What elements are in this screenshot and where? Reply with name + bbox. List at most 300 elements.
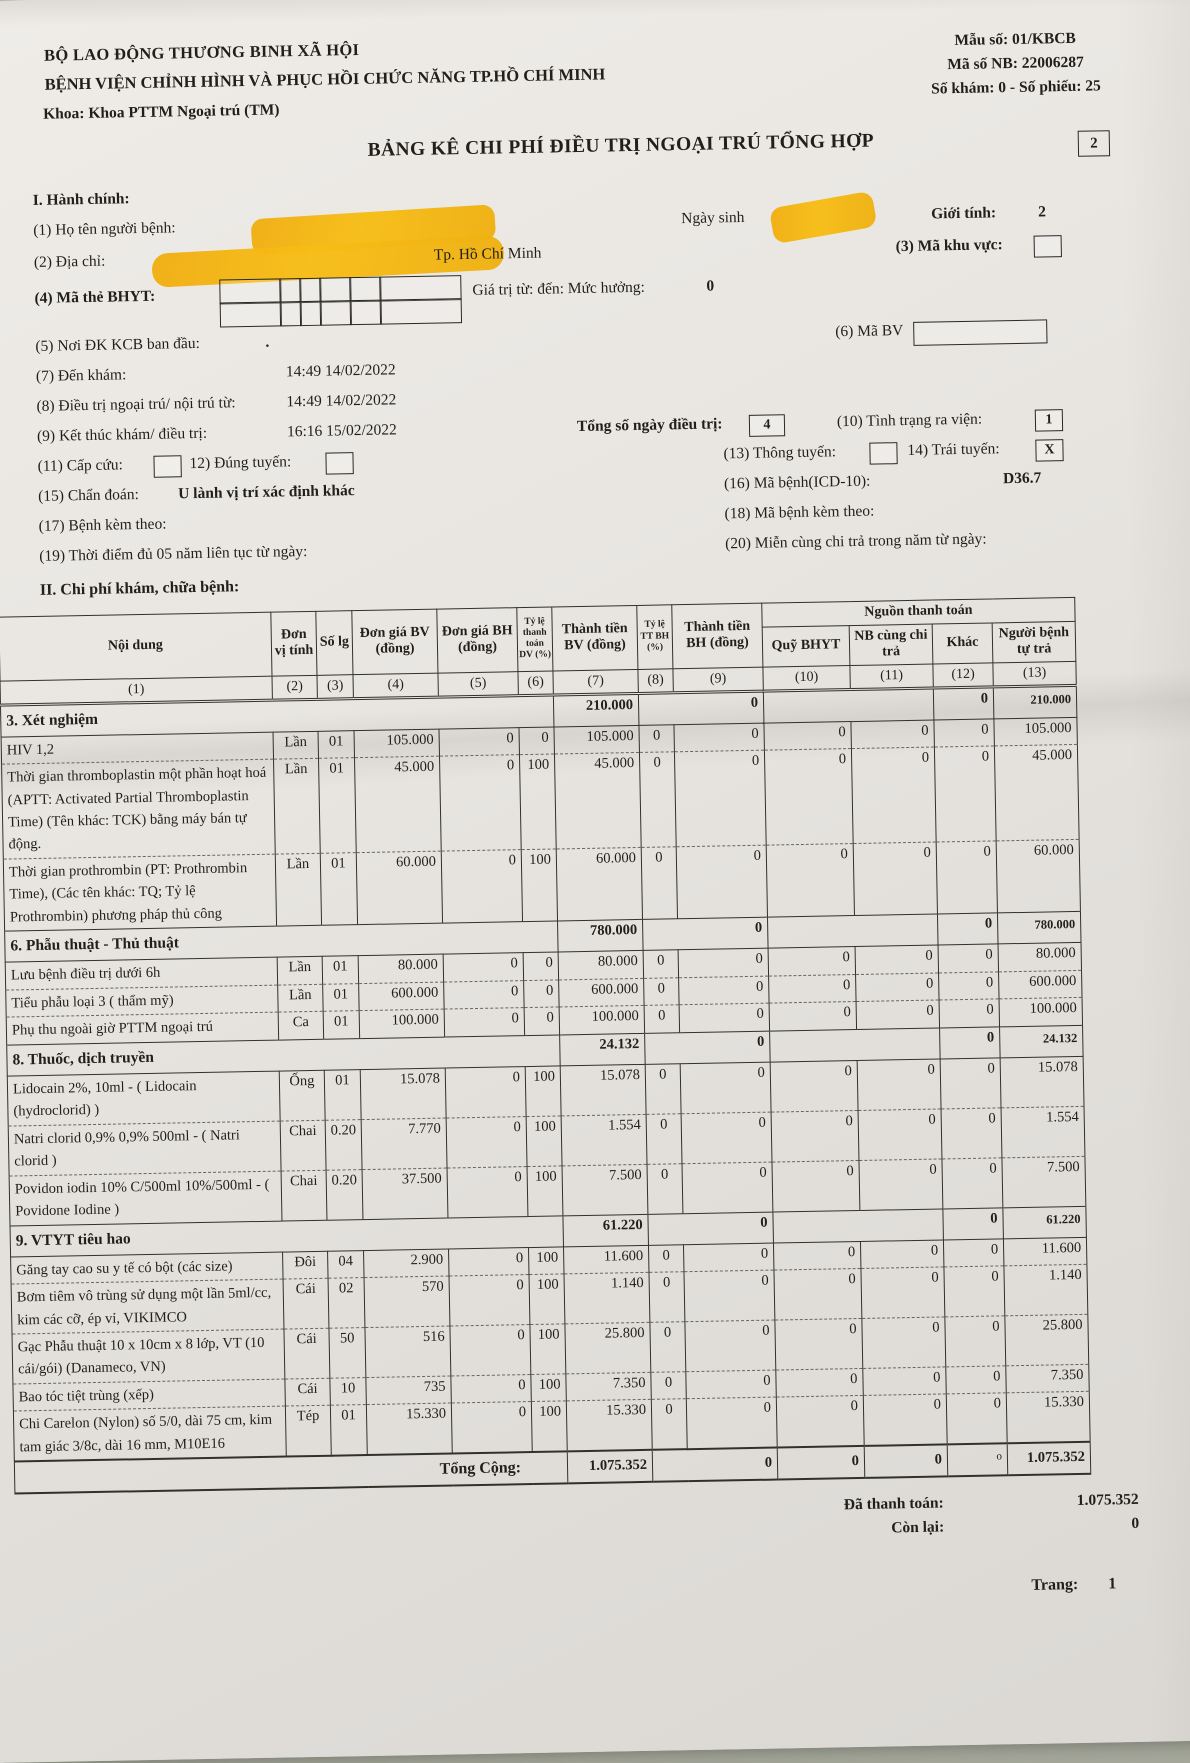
item-pct-bh: 0: [644, 978, 679, 1006]
item-amount-bv: 25.800: [565, 1322, 651, 1373]
item-pct-bh: 0: [647, 1163, 683, 1214]
section-empty: [770, 1028, 941, 1062]
emergency-label: (11) Cấp cứu:: [37, 456, 124, 475]
ministry-name: BỘ LAO ĐỘNG THƯƠNG BINH XÃ HỘI: [43, 39, 360, 65]
diagnosis-value: U lành vị trí xác định khác: [177, 482, 355, 503]
col-num: (7): [553, 669, 638, 695]
item-amount-bh: 0: [686, 1370, 776, 1399]
page-label: Trang:: [1031, 1575, 1079, 1594]
item-name: Thời gian thromboplastin một phần hoạt hoá (APTT: Activated Partial Thromboplastin Time) (Tên khác: TCK) bằng máy bán tự động.: [2, 759, 276, 859]
item-qty: 01: [320, 853, 357, 926]
item-nb-cung-chi-tra: 0: [863, 1394, 947, 1446]
item-pct-bh: 0: [639, 752, 676, 848]
col-num: (10): [763, 665, 850, 691]
diagnosis-label: (15) Chẩn đoán:: [38, 486, 140, 505]
item-pct-bh: 0: [644, 1005, 679, 1033]
discharge-status-box: 1: [1035, 409, 1063, 432]
item-amount-bv: 100.000: [559, 1006, 644, 1035]
item-unit: Cái: [283, 1278, 329, 1329]
bhyt-card-label: (4) Mã thẻ BHYT:: [34, 287, 156, 307]
item-price-bv: 516: [365, 1326, 451, 1377]
col-header-noidung: Nội dung: [0, 612, 272, 681]
item-quy-bhyt: 0: [775, 1318, 863, 1370]
item-unit: Ca: [278, 1012, 323, 1040]
remaining-value: 0: [1131, 1514, 1140, 1532]
item-quy-bhyt: 0: [766, 843, 854, 917]
item-pct-bh: 0: [649, 1272, 685, 1323]
item-pct-dv: 100: [519, 754, 556, 850]
item-name: Chi Carelon (Nylon) số 5/0, dài 75 cm, kim tam giác 3/8c, dài 16 mm, M10E16: [13, 1406, 286, 1461]
hospital-name: BỆNH VIỆN CHỈNH HÌNH VÀ PHỤC HỒI CHỨC NĂNG TP.HỒ CHÍ MINH: [44, 64, 606, 94]
item-patient-pay: 80.000: [998, 943, 1082, 972]
item-nb-cung-chi-tra: 0: [861, 1267, 945, 1318]
total-amount-bh: 0: [652, 1448, 778, 1482]
item-quy-bhyt: 0: [776, 1396, 864, 1448]
item-qty: 01: [319, 758, 357, 854]
item-price-bh: 0: [451, 1402, 532, 1454]
item-pct-bh: 0: [641, 847, 677, 920]
item-patient-pay: 15.330: [1006, 1392, 1090, 1444]
item-amount-bh: 0: [683, 1243, 773, 1272]
section-amount-bh: 0: [638, 691, 764, 725]
item-amount-bh: 0: [676, 845, 767, 919]
item-khac: 0: [936, 841, 997, 914]
area-code-box: [1034, 235, 1062, 258]
item-name: Natri clorid 0,9% 0,9% 500ml - ( Natri clorid ): [8, 1121, 281, 1176]
form-footer: [57, 1486, 1190, 1594]
inter-route-label: (13) Thông tuyến:: [723, 443, 837, 463]
item-khac: 0: [941, 1108, 1002, 1159]
item-pct-bh: 0: [646, 1113, 682, 1164]
col-num: (6): [518, 671, 553, 696]
wrong-route-label: 14) Trái tuyến:: [907, 440, 1000, 459]
section-amount-bv: 780.000: [558, 920, 644, 953]
item-price-bh: 0: [444, 1008, 524, 1037]
col-header-quybhyt: Quỹ BHYT: [762, 625, 850, 667]
col-header-donvitinh: Đơn vị tính: [271, 611, 317, 675]
item-price-bh: 0: [449, 1275, 530, 1326]
item-price-bv: 105.000: [354, 729, 439, 758]
treatment-from-value: 14:49 14/02/2022: [286, 391, 397, 411]
item-amount-bh: 0: [679, 976, 769, 1005]
item-qty: 04: [328, 1250, 364, 1278]
item-name: Lidocain 2%, 10ml - ( Lidocain (hydroclorid) ): [7, 1071, 280, 1126]
col-num: (2): [272, 675, 317, 700]
item-khac: 0: [934, 718, 994, 747]
item-amount-bh: 0: [680, 1062, 771, 1114]
item-amount-bv: 15.330: [566, 1400, 652, 1452]
item-amount-bv: 45.000: [554, 752, 641, 848]
item-price-bv: 15.078: [360, 1068, 446, 1119]
bhyt-card-grid: [220, 276, 461, 326]
section-title: 9. VTYT tiêu hao: [10, 1215, 563, 1256]
item-amount-bh: 0: [681, 1112, 772, 1164]
item-qty: 01: [324, 1069, 361, 1120]
col-header-thanhtienbh: Thành tiền BH (đồng): [672, 603, 763, 668]
item-amount-bv: 1.140: [564, 1272, 650, 1323]
right-route-label: 12) Đúng tuyến:: [189, 453, 292, 473]
patient-name-label: (1) Họ tên người bệnh:: [33, 219, 176, 239]
col-num: (4): [353, 673, 438, 699]
col-header-dongiabh: Đơn giá BH (đồng): [437, 608, 518, 673]
arrival-value: 14:49 14/02/2022: [285, 361, 396, 381]
section-title: 6. Phẫu thuật - Thủ thuật: [5, 921, 558, 962]
col-num: (13): [993, 661, 1076, 687]
item-amount-bh: 0: [684, 1270, 775, 1322]
right-route-box: [325, 452, 353, 475]
col-num: (8): [638, 668, 673, 693]
section-amount-bh: 0: [648, 1212, 774, 1245]
item-name: Gạc Phẫu thuật 10 x 10cm x 8 lớp, VT (10 cái/gói) (Danameco, VN): [12, 1329, 285, 1384]
item-pct-dv: 0: [524, 980, 559, 1008]
section-patient-pay: 24.132: [1000, 1025, 1084, 1058]
item-unit: Lần: [277, 957, 322, 985]
item-pct-dv: 100: [531, 1401, 567, 1452]
item-unit: Cái: [284, 1328, 330, 1379]
item-amount-bv: 7.350: [566, 1372, 651, 1401]
hospital-code-label: (6) Mã BV: [835, 322, 904, 341]
admin-section: [33, 170, 1190, 610]
item-pct-bh: 0: [643, 950, 678, 978]
item-amount-bh: 0: [686, 1397, 777, 1449]
copay-exempt-label: (20) Miễn cùng chi trả trong năm từ ngày:: [724, 530, 987, 553]
section-patient-pay: 780.000: [997, 912, 1081, 945]
item-khac: 0: [934, 746, 996, 842]
item-name: Bơm tiêm vô trùng sử dụng một lần 5ml/cc, kim các cỡ, ép vỉ, VIKIMCO: [11, 1279, 284, 1334]
item-pct-bh: 0: [648, 1244, 683, 1272]
item-name: Phụ thu ngoài giờ PTTM ngoại trú: [6, 1012, 278, 1044]
item-name: Lưu bệnh điều trị dưới 6h: [5, 957, 277, 989]
item-quy-bhyt: 0: [768, 947, 855, 976]
item-qty: 01: [330, 1405, 367, 1456]
item-nb-cung-chi-tra: 0: [853, 842, 937, 916]
item-qty: 50: [329, 1328, 366, 1379]
item-amount-bh: 0: [674, 750, 766, 847]
col-num: (12): [933, 662, 993, 687]
item-nb-cung-chi-tra: 0: [856, 1000, 939, 1029]
address-label: (2) Địa chỉ:: [33, 252, 106, 271]
item-patient-pay: 1.140: [1004, 1264, 1088, 1315]
item-unit: Lần: [275, 853, 321, 926]
admin-section-title: I. Hành chính:: [32, 190, 130, 209]
item-amount-bv: 105.000: [554, 725, 639, 754]
section-amount-bv: 210.000: [553, 693, 639, 727]
item-amount-bh: 0: [679, 1003, 769, 1032]
item-name: Thời gian prothrombin (PT: Prothrombin Time), (Các tên khác: TQ; Tỷ lệ Prothrombin) phương pháp thủ công: [3, 854, 276, 931]
item-quy-bhyt: 0: [769, 1002, 856, 1031]
col-header-nbcungchitra: NB cùng chi trả: [849, 624, 933, 666]
section-empty: [767, 914, 938, 948]
item-unit: Lần: [274, 758, 321, 854]
section-khac: 0: [943, 1207, 1004, 1239]
section-amount-bh: 0: [645, 1031, 771, 1064]
item-price-bh: 0: [450, 1325, 531, 1376]
item-qty: 01: [318, 730, 354, 758]
section-amount-bv: 61.220: [563, 1214, 649, 1247]
item-name: HIV 1,2: [1, 732, 273, 764]
col-num: (11): [850, 664, 933, 690]
item-patient-pay: 60.000: [996, 839, 1080, 913]
item-unit: Chai: [281, 1170, 327, 1221]
hospital-code-box: [913, 319, 1047, 345]
comorbidity-label: (17) Bệnh kèm theo:: [38, 515, 167, 535]
item-price-bv: 37.500: [362, 1168, 448, 1219]
item-patient-pay: 7.500: [1002, 1156, 1086, 1207]
item-unit: Ống: [279, 1070, 325, 1121]
item-khac: 0: [939, 999, 999, 1028]
discharge-status-label: (10) Tình trạng ra viện:: [836, 410, 983, 431]
item-patient-pay: 25.800: [1005, 1314, 1089, 1365]
five-year-label: (19) Thời điểm đủ 05 năm liên tục từ ngày:: [39, 542, 308, 565]
item-pct-dv: 100: [521, 849, 557, 922]
item-quy-bhyt: 0: [773, 1241, 860, 1270]
wrong-route-box: X: [1035, 439, 1063, 462]
item-quy-bhyt: 0: [770, 1060, 858, 1112]
col-header-solg: Số lg: [316, 611, 353, 675]
gender-label: Giới tính:: [930, 204, 997, 223]
item-amount-bv: 80.000: [558, 951, 643, 980]
cost-section-title: II. Chi phí khám, chữa bệnh:: [39, 578, 240, 599]
item-patient-pay: 7.350: [1006, 1364, 1090, 1393]
item-amount-bv: 15.078: [560, 1064, 646, 1115]
dob-label: Ngày sinh: [681, 208, 745, 228]
col-header-thanhtienbv: Thành tiền BV (đồng): [552, 605, 638, 670]
item-price-bv: 735: [366, 1376, 451, 1405]
total-amount-bv: 1.075.352: [567, 1450, 653, 1484]
item-amount-bv: 1.554: [561, 1114, 647, 1165]
item-price-bh: 0: [439, 727, 519, 756]
emergency-box: [153, 455, 181, 478]
section-patient-pay: 210.000: [993, 685, 1077, 719]
item-qty: 01: [323, 1011, 359, 1039]
gender-value: 2: [1037, 203, 1047, 221]
item-qty: 0.20: [326, 1169, 363, 1220]
item-khac: 0: [940, 1058, 1001, 1109]
section-title: 3. Xét nghiệm: [0, 695, 553, 737]
patient-code: Mã số NB: 22006287: [947, 53, 1084, 74]
kcb-value: .: [265, 333, 270, 351]
item-unit: Chai: [280, 1120, 326, 1171]
col-num: (9): [673, 667, 763, 693]
section-khac: 0: [940, 1027, 1001, 1059]
section-amount-bh: 0: [643, 917, 769, 950]
total-days-label: Tổng số ngày điều trị:: [576, 415, 723, 436]
section-empty: [763, 688, 934, 723]
item-khac: 0: [942, 1157, 1003, 1208]
col-num: (1): [0, 676, 272, 705]
item-patient-pay: 600.000: [999, 970, 1083, 999]
item-unit: Lần: [273, 731, 318, 759]
item-unit: Lần: [278, 984, 323, 1012]
item-pct-dv: 100: [529, 1246, 564, 1274]
item-nb-cung-chi-tra: 0: [856, 973, 939, 1002]
item-pct-dv: 100: [530, 1324, 566, 1375]
section-khac: 0: [933, 686, 994, 719]
item-unit: Cái: [285, 1378, 330, 1406]
total-quy-bhyt: 0: [777, 1446, 865, 1480]
item-price-bh: 0: [443, 953, 523, 982]
col-header-nguonthanhtoan: Nguồn thanh toán: [762, 597, 1075, 626]
address-city: Tp. Hồ Chí Minh: [433, 244, 542, 264]
item-khac: 0: [944, 1266, 1005, 1317]
item-nb-cung-chi-tra: 0: [862, 1317, 946, 1368]
cost-table-body: [0, 685, 1090, 1494]
item-khac: 0: [945, 1316, 1006, 1367]
col-header-tylebh: Tỷ lệ TT BH (%): [637, 605, 673, 669]
col-header-khac: Khác: [932, 622, 993, 663]
item-name: Povidon iodin 10% C/500ml 10%/500ml - ( Povidone Iodine ): [9, 1171, 282, 1226]
paid-label: Đã thanh toán:: [843, 1494, 944, 1514]
validity-label: Giá trị từ: đến: Mức hưởng:: [472, 278, 646, 299]
item-pct-dv: 100: [531, 1374, 566, 1402]
item-nb-cung-chi-tra: 0: [855, 945, 938, 974]
item-quy-bhyt: 0: [764, 721, 851, 750]
item-pct-bh: 0: [645, 1063, 681, 1114]
page-value: 1: [1108, 1575, 1117, 1593]
item-amount-bv: 7.500: [562, 1164, 648, 1215]
item-amount-bh: 0: [682, 1162, 773, 1214]
item-amount-bv: 60.000: [556, 847, 642, 921]
item-khac: 0: [946, 1393, 1007, 1445]
item-price-bh: 0: [447, 1166, 528, 1217]
treatment-end-label: (9) Kết thúc khám/ điều trị:: [36, 424, 208, 445]
item-amount-bh: 0: [674, 723, 764, 752]
col-header-nguoibenhtutra: Người bệnh tự trả: [992, 621, 1076, 663]
paid-value: 1.075.352: [1076, 1491, 1139, 1510]
item-nb-cung-chi-tra: 0: [851, 720, 934, 749]
total-days-box: 4: [749, 414, 785, 437]
item-pct-dv: 0: [523, 952, 558, 980]
section-empty: [773, 1209, 944, 1243]
item-khac: 0: [943, 1238, 1003, 1267]
item-amount-bh: 0: [685, 1320, 776, 1372]
item-khac: 0: [938, 944, 998, 973]
item-pct-dv: 0: [524, 1007, 559, 1035]
item-price-bh: 0: [446, 1116, 527, 1167]
item-price-bh: 0: [449, 1247, 529, 1276]
item-price-bv: 7.770: [361, 1118, 447, 1169]
item-price-bv: 2.900: [364, 1249, 449, 1278]
item-unit: Đôi: [283, 1251, 328, 1279]
item-price-bh: 0: [451, 1374, 531, 1403]
item-price-bv: 45.000: [355, 756, 442, 852]
item-amount-bv: 600.000: [559, 978, 644, 1007]
item-pct-dv: 0: [519, 727, 554, 755]
item-pct-dv: 100: [527, 1166, 563, 1217]
item-price-bv: 570: [364, 1276, 450, 1327]
item-price-bv: 80.000: [358, 954, 443, 983]
item-pct-dv: 100: [525, 1066, 561, 1117]
col-header-dongiabv: Đơn giá BV (đồng): [352, 609, 438, 674]
total-nb-cung: 0: [864, 1445, 948, 1479]
item-amount-bv: 11.600: [563, 1245, 648, 1274]
item-quy-bhyt: 0: [771, 1110, 859, 1162]
item-qty: 02: [328, 1278, 365, 1329]
form-title: BẢNG KÊ CHI PHÍ ĐIỀU TRỊ NGOẠI TRÚ TỔNG HỢP: [367, 130, 875, 161]
item-amount-bh: 0: [678, 948, 768, 977]
section-patient-pay: 61.220: [1003, 1206, 1087, 1239]
item-pct-bh: 0: [651, 1399, 687, 1450]
col-header-tyledv: Tỷ lệ thanh toán DV (%): [517, 607, 553, 671]
item-quy-bhyt: 0: [774, 1269, 862, 1321]
validity-value: 0: [706, 277, 715, 295]
item-khac: 0: [946, 1366, 1006, 1395]
item-qty: 01: [322, 956, 358, 984]
section-title: 8. Thuốc, dịch truyền: [7, 1035, 560, 1076]
total-khac: o: [947, 1444, 1008, 1477]
item-patient-pay: 100.000: [999, 998, 1083, 1027]
form-number: Mẫu số: 01/KBCB: [954, 29, 1076, 50]
item-pct-bh: 0: [650, 1322, 686, 1373]
total-label: Tổng Cộng:: [14, 1452, 567, 1494]
cost-table: [0, 597, 1091, 1495]
item-price-bv: 15.330: [366, 1403, 452, 1455]
item-nb-cung-chi-tra: 0: [858, 1109, 942, 1160]
item-price-bh: 0: [444, 980, 524, 1009]
department-name: Khoa: Khoa PTTM Ngoại trú (TM): [43, 101, 280, 123]
item-patient-pay: 1.554: [1001, 1106, 1085, 1157]
icd-value: D36.7: [1002, 469, 1042, 488]
inter-route-box: [869, 442, 897, 465]
item-price-bv: 100.000: [359, 1009, 444, 1038]
visit-number: Số khám: 0 - Số phiếu: 25: [931, 77, 1101, 98]
item-price-bh: 0: [445, 1066, 526, 1117]
item-patient-pay: 105.000: [994, 717, 1078, 746]
treatment-from-label: (8) Điều trị ngoại trú/ nội trú từ:: [36, 394, 236, 415]
item-pct-bh: 0: [639, 724, 674, 752]
item-price-bv: 60.000: [356, 851, 442, 925]
item-qty: 10: [330, 1377, 366, 1405]
item-pct-bh: 0: [651, 1372, 686, 1400]
col-num: (5): [438, 671, 518, 696]
item-name: Găng tay cao su y tế có bột (các size): [11, 1252, 283, 1284]
section-amount-bv: 24.132: [560, 1033, 646, 1066]
icd-label: (16) Mã bệnh(ICD-10):: [723, 472, 871, 493]
item-nb-cung-chi-tra: 0: [859, 1159, 943, 1210]
item-qty: 0.20: [325, 1119, 362, 1170]
kcb-label: (5) Nơi ĐK KCB ban đầu:: [35, 334, 201, 355]
col-num: (3): [317, 674, 353, 699]
item-quy-bhyt: 0: [776, 1368, 863, 1397]
area-code-label: (3) Mã khu vực:: [895, 236, 1003, 256]
item-patient-pay: 15.078: [1000, 1056, 1084, 1107]
item-price-bh: 0: [441, 850, 522, 924]
item-price-bh: 0: [439, 755, 521, 851]
item-quy-bhyt: 0: [764, 749, 853, 845]
item-pct-dv: 100: [529, 1274, 565, 1325]
item-name: Bao tóc tiệt trùng (xếp): [13, 1379, 285, 1411]
arrival-label: (7) Đến khám:: [35, 366, 127, 385]
page-line: [1031, 1575, 1116, 1595]
item-quy-bhyt: 0: [772, 1160, 860, 1212]
section-khac: 0: [937, 913, 998, 945]
item-patient-pay: 45.000: [994, 744, 1079, 840]
item-patient-pay: 11.600: [1003, 1237, 1087, 1266]
page-number-box: 2: [1078, 130, 1110, 157]
item-nb-cung-chi-tra: 0: [851, 747, 936, 843]
treatment-end-value: 16:16 15/02/2022: [286, 421, 397, 441]
item-nb-cung-chi-tra: 0: [857, 1059, 941, 1110]
item-nb-cung-chi-tra: 0: [860, 1240, 943, 1269]
form-meta: [930, 26, 1101, 101]
total-patient-pay: 1.075.352: [1007, 1442, 1091, 1476]
comorbidity-code-label: (18) Mã bệnh kèm theo:: [724, 502, 875, 523]
item-unit: Tép: [285, 1406, 331, 1457]
item-quy-bhyt: 0: [769, 974, 856, 1003]
remaining-label: Còn lại:: [891, 1518, 945, 1537]
item-name: Tiểu phẫu loại 3 ( thẩm mỹ): [6, 985, 278, 1017]
item-price-bv: 600.000: [359, 982, 444, 1011]
